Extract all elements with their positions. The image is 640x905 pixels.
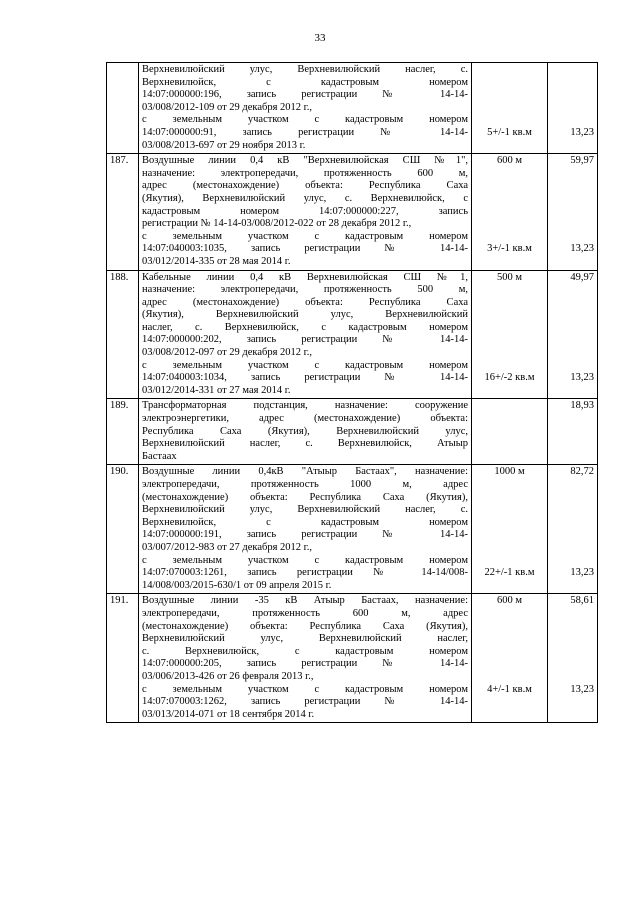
description-line: назначение: электропередачи, протяженность 600 м, (142, 167, 468, 179)
table-row (107, 270, 598, 399)
value-cell (548, 594, 598, 723)
quantity-cell-primary: 600 м (496, 155, 523, 167)
object-description (139, 465, 472, 594)
quantity-cell-primary: 1000 м (494, 466, 525, 478)
value-cell-primary: 59,97 (570, 155, 594, 167)
value-cell (548, 465, 598, 594)
description-line: 03/012/2014-331 от 27 мая 2014 г. (142, 384, 291, 396)
description-line: Бастаах (142, 450, 177, 462)
description-line: 14:07:000000:205, запись регистрации № 14-14- (142, 658, 468, 670)
value-cell-primary (551, 64, 594, 77)
description-line: Воздушные линии -35 кВ Атыыр Бастаах, назначение: (142, 595, 468, 607)
table-row (107, 154, 598, 270)
description-line: 14:07:000000:91, запись регистрации № 14-14- (142, 126, 468, 138)
description-line: (местонахождение) объекта: Республика Саха (Якутия), (142, 491, 468, 503)
quantity-cell-primary (475, 400, 544, 413)
description-line: электроэнергетики, адрес (местонахождение) объекта: (142, 413, 468, 425)
value-cell (548, 154, 598, 270)
description-line: Воздушные линии 0,4 кВ "Верхневилюйская СШ №1", (142, 155, 468, 167)
description-line: кадастровым номером 14:07:000000:227, запись (142, 205, 468, 217)
description-line: Воздушные линии 0,4кВ "Атыыр Бастаах", назначение: (142, 466, 468, 478)
quantity-cell (472, 154, 548, 270)
quantity-cell-land-plot: 22+/-1 кв.м (484, 567, 535, 579)
value-cell-land-plot: 13,23 (570, 243, 594, 255)
value-cell-primary: 18,93 (570, 400, 594, 412)
description-line: Верхневилюйск, с кадастровым номером (142, 76, 468, 88)
quantity-cell-land-plot: 3+/-1 кв.м (487, 243, 532, 255)
description-line: назначение: электропередачи, протяженность 500 м, (142, 284, 468, 296)
description-line: 14:07:000000:202, запись регистрации № 14-14- (142, 334, 468, 346)
description-line: Верхневилюйский улус, Верхневилюйский наслег, с. (142, 504, 468, 516)
quantity-cell-primary: 600 м (496, 595, 523, 607)
row-number: 189. (107, 399, 139, 465)
value-cell-land-plot: 13,23 (570, 126, 594, 138)
description-line: 14:07:000000:191, запись регистрации № 14-14- (142, 529, 468, 541)
table-row (107, 399, 598, 465)
description-line: адрес (местонахождение) объекта: Республика Саха (142, 296, 468, 308)
value-cell-land-plot: 13,23 (570, 683, 594, 695)
registry-table-body (107, 63, 598, 723)
description-line: наслег, с. Верхневилюйск, с кадастровым номером (142, 321, 468, 333)
value-cell-primary: 58,61 (570, 595, 594, 607)
quantity-cell (472, 465, 548, 594)
description-line: Верхневилюйский улус, Верхневилюйский наслег, (142, 633, 468, 645)
value-cell (548, 63, 598, 154)
value-cell (548, 399, 598, 465)
description-line: 03/008/2012-097 от 29 декабря 2012 г., (142, 347, 313, 359)
description-line: 14:07:070003:1262, запись регистрации № 14-14- (142, 696, 468, 708)
value-cell-primary: 49,97 (570, 271, 594, 283)
description-line: 03/006/2013-426 от 26 февраля 2013 г., (142, 670, 314, 682)
row-number: 191. (107, 594, 139, 723)
description-line: 03/012/2014-335 от 28 мая 2014 г. (142, 255, 291, 267)
description-line: Республика Саха (Якутия), Верхневилюйский улус, (142, 425, 468, 437)
description-line: 14:07:040003:1035, запись регистрации № 14-14- (142, 243, 468, 255)
table-row (107, 465, 598, 594)
description-line: адрес (местонахождение) объекта: Республика Саха (142, 180, 468, 192)
property-registry-table (106, 62, 598, 723)
quantity-cell-primary (475, 64, 544, 77)
quantity-cell (472, 594, 548, 723)
description-line: 03/008/2013-697 от 29 ноября 2013 г. (142, 139, 306, 151)
description-line: Верхневилюйский наслег, с. Верхневилюйск, Атыыр (142, 438, 468, 450)
description-line: Верхневилюйский улус, Верхневилюйский наслег, с. (142, 64, 468, 75)
description-line: 14:07:070003:1261, запись регистрации № 14-14/008- (142, 567, 468, 579)
value-cell (548, 270, 598, 399)
page-number: 33 (314, 32, 326, 44)
description-line: 14/008/003/2015-630/1 от 09 апреля 2015 г. (142, 579, 332, 591)
description-line: (местонахождение) объекта: Республика Саха (Якутия), (142, 620, 468, 632)
description-line: с земельным участком с кадастровым номером (142, 554, 468, 566)
description-line: регистрации № 14-14-03/008/2012-022 от 28 декабря 2012 г., (142, 218, 412, 230)
table-row (107, 594, 598, 723)
description-line: Трансформаторная подстанция, назначение: сооружение (142, 400, 468, 412)
quantity-cell-land-plot: 5+/-1 кв.м (487, 126, 532, 138)
row-number (107, 63, 139, 154)
quantity-cell-land-plot: 4+/-1 кв.м (487, 683, 532, 695)
description-line: с. Верхневилюйск, с кадастровым номером (142, 645, 468, 657)
object-description (139, 270, 472, 399)
description-line: 14:07:040003:1034, запись регистрации № 14-14- (142, 372, 468, 384)
quantity-cell (472, 399, 548, 465)
description-line: 03/007/2012-983 от 27 декабря 2012 г., (142, 541, 313, 553)
description-line: (Якутия), Верхневилюйский улус, Верхневилюйский (142, 309, 468, 321)
row-number: 188. (107, 270, 139, 399)
description-line: с земельным участком с кадастровым номером (142, 359, 468, 371)
description-line: 14:07:000000:196, запись регистрации № 14-14- (142, 89, 468, 101)
description-line: с земельным участком с кадастровым номером (142, 230, 468, 242)
object-description (139, 63, 472, 154)
description-line: 03/008/2012-109 от 29 декабря 2012 г., (142, 101, 313, 113)
description-line: 03/013/2014-071 от 18 сентября 2014 г. (142, 708, 315, 720)
quantity-cell-primary: 500 м (496, 271, 523, 283)
description-line: электропередачи, протяженность 1000 м, адрес (142, 479, 468, 490)
object-description (139, 399, 472, 465)
object-description (139, 594, 472, 723)
value-cell-land-plot: 13,23 (570, 372, 594, 384)
quantity-cell-land-plot: 16+/-2 кв.м (484, 372, 535, 384)
value-cell-primary: 82,72 (570, 466, 594, 478)
row-number: 187. (107, 154, 139, 270)
table-row (107, 63, 598, 154)
value-cell-land-plot: 13,23 (570, 567, 594, 579)
description-line: Верхневилюйск, с кадастровым номером (142, 516, 468, 528)
description-line: с земельным участком с кадастровым номером (142, 114, 468, 126)
description-line: Кабельные линии 0,4 кВ Верхневилюйская СШ №1, (142, 271, 468, 283)
row-number: 190. (107, 465, 139, 594)
description-line: электропередачи, протяженность 600 м, адрес (142, 607, 468, 619)
object-description (139, 154, 472, 270)
description-line: (Якутия), Верхневилюйский улус, с. Верхневилюйск, с (142, 192, 468, 204)
quantity-cell (472, 270, 548, 399)
quantity-cell (472, 63, 548, 154)
description-line: с земельным участком с кадастровым номером (142, 683, 468, 695)
